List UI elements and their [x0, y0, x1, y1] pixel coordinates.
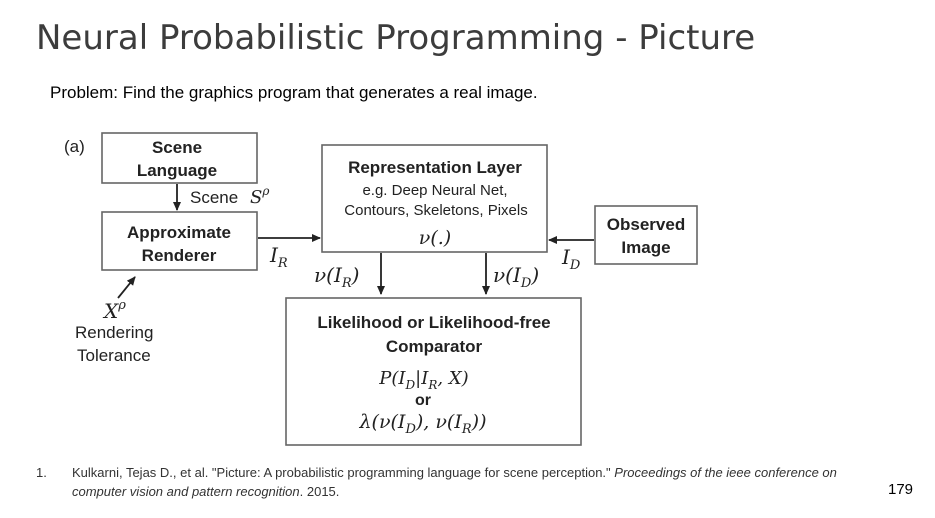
panel-label: (a) — [64, 137, 85, 156]
nu-ir-label: $\nu(I_R)$ — [314, 263, 360, 291]
representation-layer-formula: ν(.) — [418, 227, 452, 249]
footnote-number: 1. — [36, 465, 47, 480]
tolerance-label-line2: Tolerance — [77, 346, 151, 365]
representation-layer-line1: e.g. Deep Neural Net, — [362, 182, 508, 199]
footnote-citation-venue: Proceedings of the ieee conference on computer vision and pattern recognition — [72, 465, 837, 499]
scene-symbol: $S^\rho$ — [250, 184, 270, 208]
slide-title: Neural Probabilistic Programming - Picture — [36, 18, 756, 58]
problem-statement: Problem: Find the graphics program that generates a real image. — [50, 83, 538, 102]
representation-layer-title: Representation Layer — [348, 158, 522, 177]
observed-output-symbol: $I_D$ — [562, 245, 581, 273]
approximate-renderer-label-line1: Approximate — [127, 223, 231, 242]
comparator-title-line2: Comparator — [385, 337, 483, 356]
renderer-output-symbol: $I_R$ — [270, 243, 288, 271]
footnote-citation — [72, 463, 872, 501]
comparator-formula-likelihood: $P(I_D|I_R$, X) — [379, 368, 469, 392]
page-number: 179 — [888, 481, 914, 498]
observed-image-label-line1: Observed — [606, 215, 686, 234]
nu-id-label: $\nu(I_D)$ — [493, 263, 540, 291]
representation-layer-line2: Contours, Skeletons, Pixels — [344, 202, 528, 219]
scene-arrow-label: Scene — [190, 188, 239, 207]
tolerance-label-line1: Rendering — [75, 323, 154, 342]
approximate-renderer-label-line2: Renderer — [141, 246, 217, 265]
comparator-title-line1: Likelihood or Likelihood-free — [317, 313, 551, 332]
footnote-citation-authors-title: Kulkarni, Tejas D., et al. "Picture: A probabilistic programming language for scene perception." — [72, 465, 615, 480]
tolerance-arrow — [118, 277, 135, 298]
tolerance-symbol: $X^\rho$ — [104, 298, 126, 323]
scene-language-label-line2: Language — [136, 161, 218, 180]
comparator-formula-likelihood-free: $\lambda(\nu(I_D)$, $\nu(I_R)$) — [359, 411, 487, 437]
scene-language-label-line1: Scene — [151, 138, 203, 157]
footnote-citation-year: . 2015. — [299, 484, 340, 499]
comparator-or: or — [415, 392, 431, 409]
observed-image-label-line2: Image — [621, 238, 671, 257]
